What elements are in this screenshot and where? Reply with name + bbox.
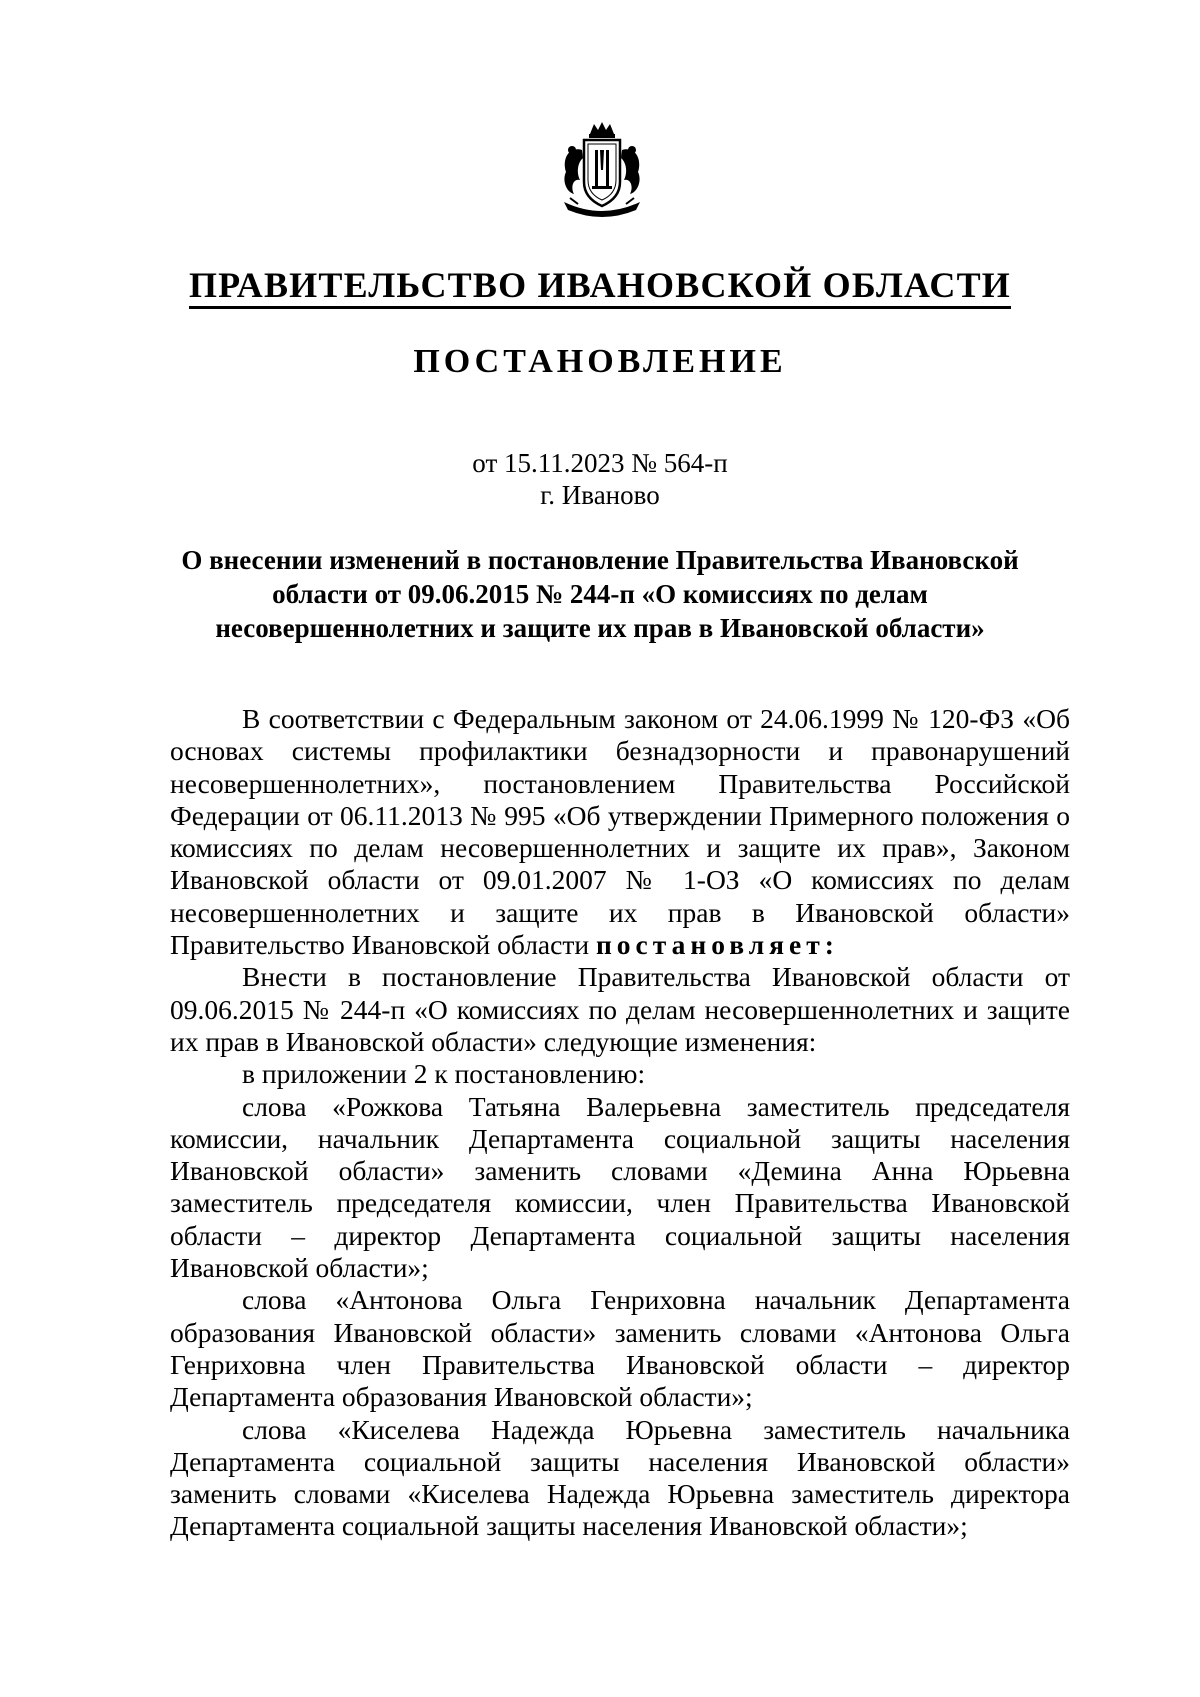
document-subject: О внесении изменений в постановление Правительства Ивановской области от 09.06.2015 № 244-п «О комиссиях по делам несовершеннолетних и защите их прав в Ивановской области» xyxy=(181,545,1019,643)
government-title-text: ПРАВИТЕЛЬСТВО ИВАНОВСКОЙ ОБЛАСТИ xyxy=(189,265,1011,309)
document-city: г. Иваново xyxy=(540,480,660,510)
body-paragraph: слова «Антонова Ольга Генриховна начальник Департамента образования Ивановской области» заменить словами «Антонова Ольга Генриховна член Правительства Ивановской области – директор Департамента образования Ивановской области»; xyxy=(170,1284,1070,1413)
document-type: ПОСТАНОВЛЕНИЕ xyxy=(413,343,787,380)
decree-word: постановляет: xyxy=(595,929,839,961)
government-title xyxy=(0,262,1200,308)
body-paragraph: слова «Рожкова Татьяна Валерьевна заместитель председателя комиссии, начальник Департамента социальной защиты населения Ивановской области» заменить словами «Демина Анна Юрьевна заместитель председателя комиссии, член Правительства Ивановской области – директор Департамента социальной защиты населения Ивановской области»; xyxy=(170,1090,1070,1284)
body-paragraph: Внести в постановление Правительства Ивановской области от 09.06.2015 № 244-п «О комиссиях по делам несовершеннолетних и защите их прав в Ивановской области» следующие изменения: xyxy=(170,961,1070,1057)
coat-of-arms-emblem xyxy=(556,120,648,222)
preamble-text: В соответствии с Федеральным законом от 24.06.1999 № 120-ФЗ «Об основах системы профилактики безнадзорности и правонарушений несовершеннолетних», постановлением Правительства Российской Федерации от 06.11.2013 № 995 «Об утверждении Примерного положения о комиссиях по делам несовершеннолетних и защите их прав», Законом Ивановской области от 09.01.2007 № 1-ОЗ «О комиссиях по делам несовершеннолетних и защите их прав в Ивановской области» Правительство Ивановской области xyxy=(170,703,1070,961)
document-number-date: от 15.11.2023 № 564-п xyxy=(472,448,728,478)
preamble-paragraph xyxy=(170,703,1070,961)
body-paragraph: слова «Киселева Надежда Юрьевна заместитель начальника Департамента социальной защиты населения Ивановской области» заменить словами «Киселева Надежда Юрьевна заместитель директора Департамента социальной защиты населения Ивановской области»; xyxy=(170,1413,1070,1542)
body-paragraph: в приложении 2 к постановлению: xyxy=(242,1058,646,1090)
document-body xyxy=(170,703,1070,1543)
